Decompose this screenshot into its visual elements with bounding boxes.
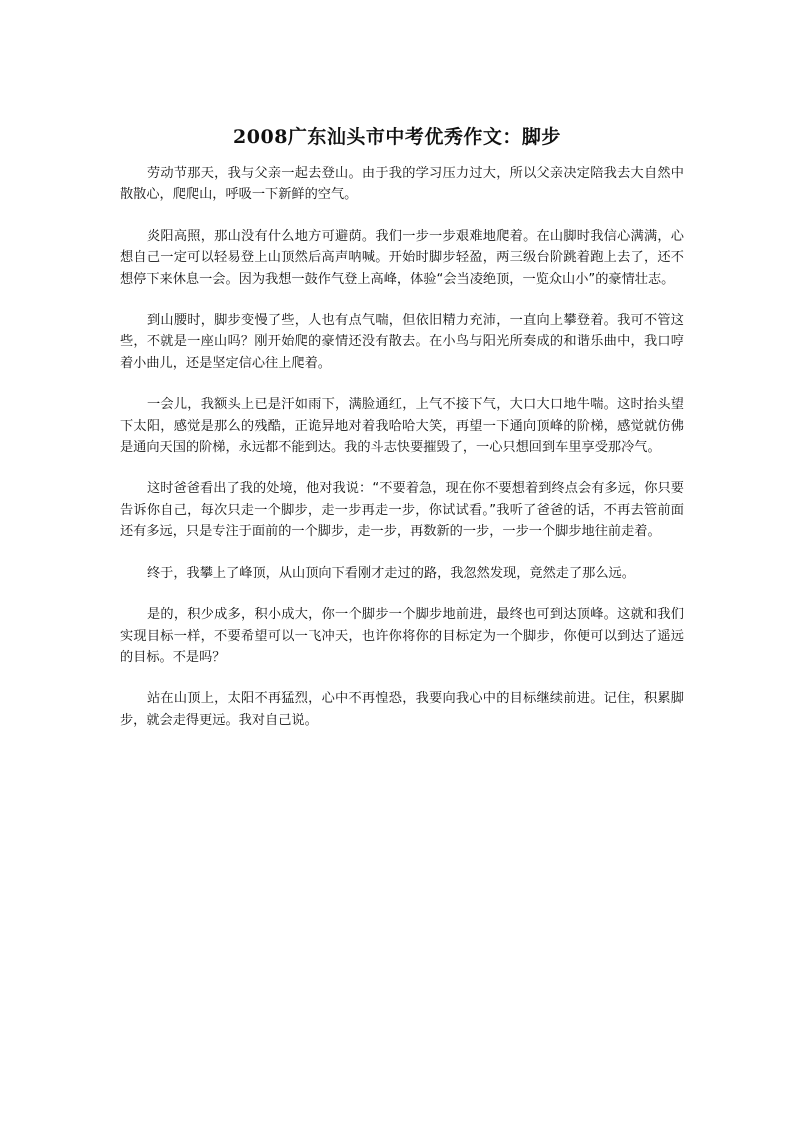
paragraph-6: 终于，我攀上了峰顶，从山顶向下看刚才走过的路，我忽然发现，竟然走了那么远。 [147, 565, 635, 581]
paragraph-8: 站在山顶上，太阳不再猛烈，心中不再惶恐，我要向我心中的目标继续前进。记住，积累脚步，就会走得更远。我对自己说。 [120, 691, 684, 728]
paragraph-5: 这时爸爸看出了我的处境，他对我说：“不要着急，现在你不要想着到终点会有多远，你只要告诉你自己，每次只走一个脚步，走一步再走一步，你试试看。”我听了爸爸的话，不再去管前面还有多远，只是专注于面前的一个脚步，走一步，再数新的一步，一步一个脚步地往前走着。 [120, 481, 684, 540]
paragraph-4: 一会儿，我额头上已是汗如雨下，满脸通红，上气不接下气，大口大口地牛喘。这时抬头望下太阳，感觉是那么的残酷，正诡异地对着我哈哈大笑，再望一下通向顶峰的阶梯，感觉就仿佛是通向天国的阶梯，永远都不能到达。我的斗志快要摧毁了，一心只想回到车里享受那冷气。 [120, 397, 684, 456]
paragraph-3: 到山腰时，脚步变慢了些，人也有点气喘，但依旧精力充沛，一直向上攀登着。我可不管这些，不就是一座山吗？刚开始爬的豪情还没有散去。在小鸟与阳光所奏成的和谐乐曲中，我口哼着小曲儿，还是坚定信心往上爬着。 [120, 313, 684, 371]
paragraph-7: 是的，积少成多，积小成大，你一个脚步一个脚步地前进，最终也可到达顶峰。这就和我们实现目标一样，不要希望可以一飞冲天，也许你将你的目标定为一个脚步，你便可以到达了遥远的目标。不是吗？ [120, 607, 684, 665]
document-title: 2008广东汕头市中考优秀作文：脚步 [233, 126, 561, 148]
paragraph-2: 炎阳高照，那山没有什么地方可避荫。我们一步一步艰难地爬着。在山脚时我信心满满，心想自己一定可以轻易登上山顶然后高声呐喊。开始时脚步轻盈，两三级台阶跳着跑上去了，还不想停下来休息一会。因为我想一鼓作气登上高峰，体验“会当凌绝顶，一览众山小”的豪情壮志。 [120, 228, 684, 287]
document-body [120, 163, 684, 751]
paragraph-1: 劳动节那天，我与父亲一起去登山。由于我的学习压力过大，所以父亲决定陪我去大自然中散散心，爬爬山，呼吸一下新鲜的空气。 [120, 166, 684, 203]
